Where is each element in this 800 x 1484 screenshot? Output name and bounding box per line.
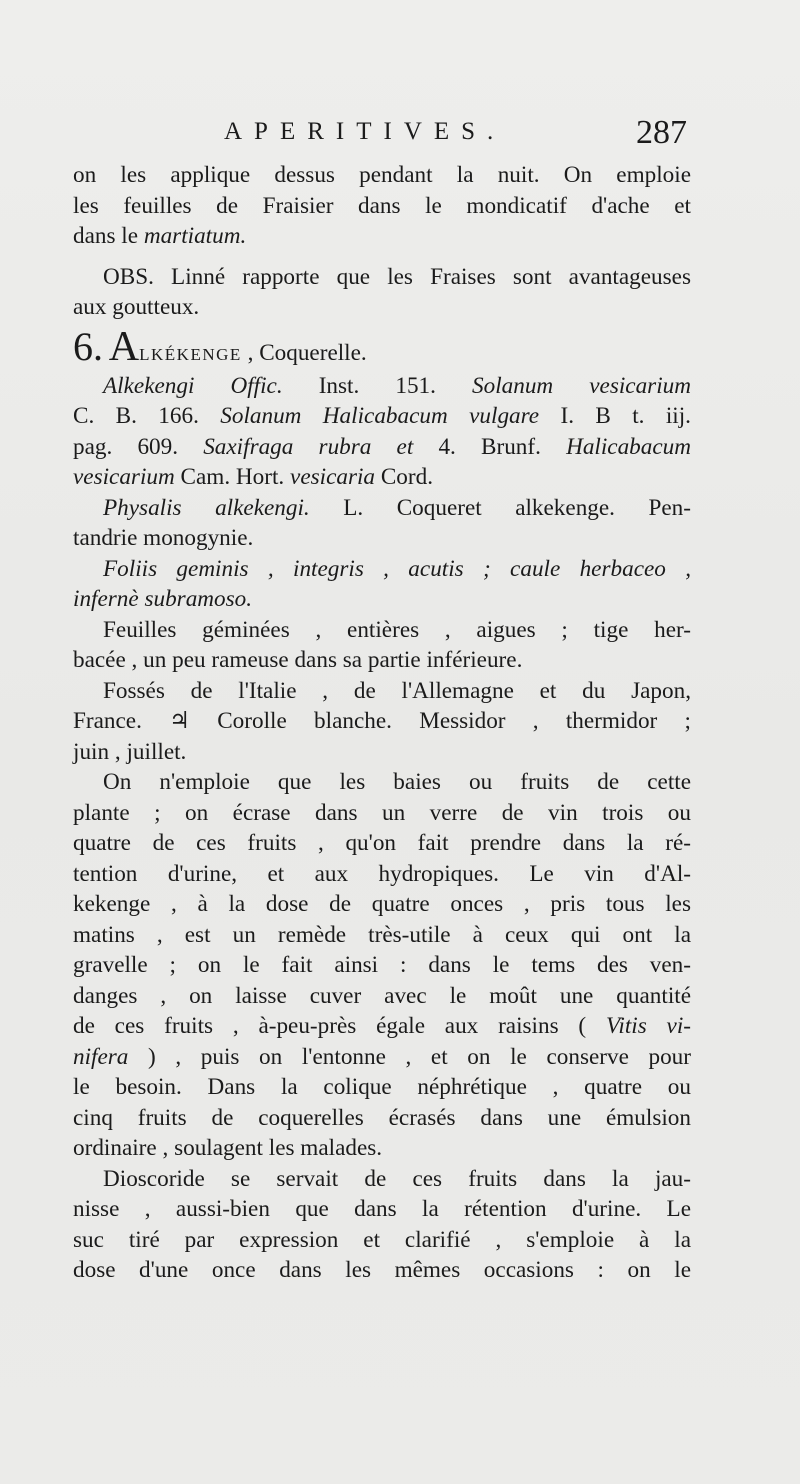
usage-line: plante ; on écrase dans un verre de vin trois ou (73, 799, 691, 826)
text-run: L. Coqueret alkekenge. Pen- (309, 494, 691, 521)
synonym-line: tandrie monogynie. (73, 525, 254, 551)
usage-line: ordinaire , soulagent les malades. (73, 1135, 383, 1161)
italic-term: Vitis vi- (605, 1013, 692, 1039)
text-run: ) , puis on l'entonne , et on le conserve pour (128, 1043, 691, 1070)
usage-line: danges , on laisse cuver avec le moût une quantité (73, 982, 691, 1009)
text-run: pag. 609. (73, 433, 204, 460)
text-run: dans le (73, 223, 144, 249)
text-line (73, 221, 691, 252)
entry-initial: A (108, 323, 140, 370)
text-run: Solanum vesicarium (472, 372, 691, 399)
running-title: APERITIVES. (224, 118, 506, 145)
entry-name: LKÉKENGE (139, 344, 242, 364)
habitat-line: juin , juillet. (73, 738, 187, 765)
text-run: Alkekengi Offic. (103, 372, 283, 399)
text-run: de ces fruits , à-peu-près égale aux raisins ( (73, 1013, 606, 1039)
text-line: les feuilles de Fraisier dans le mondicatif d'ache et (73, 192, 691, 219)
italic-term: nifera (73, 1043, 129, 1070)
page-number: 287 (636, 114, 687, 151)
usage-line: le besoin. Dans la colique néphrétique , quatre ou (73, 1074, 691, 1100)
dioscoride-line: nisse , aussi-bien que dans la rétention d'urine. Le (73, 1196, 691, 1222)
synonym-line (73, 432, 691, 463)
latin-line (73, 584, 691, 615)
obs-line: OBS. Linné rapporte que les Fraises sont avantageuses (103, 263, 691, 290)
obs-line: aux goutteux. (73, 294, 200, 320)
latin-line (73, 554, 691, 585)
text-run: Cord. (375, 464, 433, 490)
synonym-line (73, 462, 691, 493)
text-run: C. B. 166. (73, 403, 221, 429)
text-run: I. B t. iij. (539, 403, 691, 429)
usage-line: matins , est un remède très-utile à ceux qui ont la (73, 921, 691, 948)
habitat-line: Fossés de l'Italie , de l'Allemagne et du Japon, (103, 677, 691, 704)
dioscoride-line: Dioscoride se servait de ces fruits dans la jau- (103, 1165, 691, 1192)
entry-common-name: , Coquerelle. (247, 339, 367, 366)
text-run: vesicaria (290, 464, 376, 490)
usage-line: gravelle ; on le fait ainsi : dans le tems des ven- (73, 952, 691, 978)
text-run: Cam. Hort. (174, 464, 291, 490)
description-line: bacée , un peu rameuse dans sa partie inférieure. (73, 647, 523, 673)
synonym-line (73, 493, 691, 524)
text-run: Physalis alkekengi. (103, 494, 310, 521)
text-run: Solanum Halicabacum vulgare (220, 403, 540, 429)
page-header (0, 114, 800, 158)
text-line: on les applique dessus pendant la nuit. On emploie (73, 162, 691, 188)
dioscoride-line: dose d'une once dans les mêmes occasions : on le (73, 1257, 691, 1283)
description-line: Feuilles géminées , entières , aigues ; tige her- (103, 616, 691, 643)
usage-line (73, 1011, 691, 1042)
synonym-line (73, 401, 691, 432)
usage-line (73, 1042, 691, 1073)
dioscoride-line: suc tiré par expression et clarifié , s'emploie à la (73, 1226, 691, 1253)
text-run: Inst. 151. (282, 372, 473, 399)
synonym-line (73, 371, 691, 402)
page-text (73, 160, 691, 1286)
text-run: Foliis geminis , integris , acutis ; caule herbaceo , (103, 555, 691, 582)
habitat-line: France. ♃ Corolle blanche. Messidor , thermidor ; (73, 708, 691, 734)
usage-line: quatre de ces fruits , qu'on fait prendre dans la ré- (73, 830, 691, 856)
text-run: 4. Brunf. (413, 433, 567, 460)
text-run: Saxifraga rubra et (203, 433, 414, 460)
entry-heading (73, 323, 691, 371)
usage-line: kekenge , à la dose de quatre onces , pris tous les (73, 891, 691, 917)
text-run: infernè subramoso. (73, 586, 253, 612)
italic-term: martiatum. (143, 223, 247, 249)
usage-line: cinq fruits de coquerelles écrasés dans une émulsion (73, 1104, 691, 1131)
text-run: Halicabacum (566, 433, 692, 460)
text-run: vesicarium (73, 464, 175, 490)
entry-number: 6. (73, 323, 103, 369)
usage-line: tention d'urine, et aux hydropiques. Le vin d'Al- (73, 860, 691, 887)
usage-line: On n'emploie que les baies ou fruits de cette (103, 769, 691, 795)
